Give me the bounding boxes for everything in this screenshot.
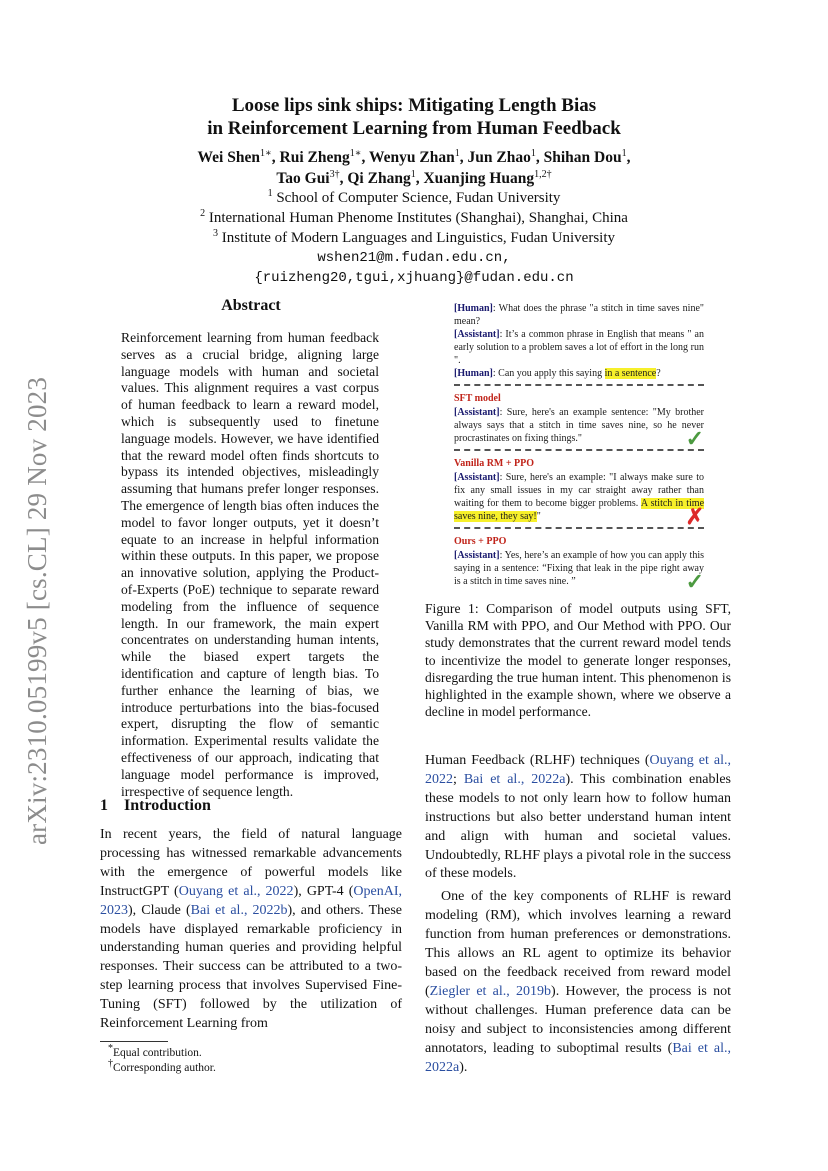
- author-line-2: [0, 168, 828, 189]
- author-name: Rui Zheng: [279, 149, 350, 166]
- intro-text: ), Claude (: [128, 902, 191, 918]
- email-line[interactable]: wshen21@m.fudan.edu.cn,: [317, 250, 511, 266]
- turn-text: : Yes, here’s an example of how you can apply this saying in a sentence: “Fixing that leak in the pipe right away is a stitch in time saves nine. ”: [454, 550, 704, 587]
- arxiv-side-stamp: arXiv:2310.05199v5 [cs.CL] 29 Nov 2023: [22, 376, 52, 845]
- affiliation-line: [0, 188, 828, 208]
- author-sup: 1: [621, 147, 627, 159]
- turn-text: : Can you apply this saying: [492, 368, 605, 379]
- sft-block: [454, 392, 704, 451]
- body-text: ;: [453, 771, 464, 787]
- author-list: [0, 147, 828, 189]
- model-title: Vanilla RM + PPO: [454, 458, 535, 469]
- assistant-turn: [454, 549, 704, 588]
- human-turn: [454, 302, 704, 328]
- author-name: Tao Gui: [276, 170, 330, 187]
- footnote-rule: [100, 1041, 168, 1042]
- affiliation-text: Institute of Modern Languages and Linguistics, Fudan University: [217, 230, 616, 246]
- turn-text: : It’s a common phrase in English that means " an early solution to a problem saves a lot of effort in the long run ".: [454, 329, 704, 366]
- dashed-divider: [454, 449, 704, 451]
- section-number: 1: [100, 797, 108, 814]
- body-text: One of the key components of RLHF is reward modeling (RM), which involves learning a reward function from human preferences or demonstrations. This allows an RL agent to optimize its behavior based on the feedback received from reward model (: [425, 889, 731, 999]
- intro-paragraph: [100, 826, 402, 1034]
- check-icon: ✓: [685, 426, 704, 451]
- affiliation-sup: 2: [200, 208, 206, 219]
- citation-link[interactable]: Bai et al., 2022b: [190, 902, 288, 918]
- author-sup: 1,2†: [534, 168, 552, 180]
- assistant-label: [Assistant]: [454, 407, 500, 418]
- turn-text: : Sure, here's an example sentence: "My brother always says that a stitch in time saves nine, so he never procrastinates on fixing things.": [454, 407, 704, 444]
- assistant-turn: [454, 406, 704, 445]
- turn-text: ": [536, 511, 541, 522]
- footnote-text: Corresponding author.: [113, 1062, 216, 1074]
- human-label: [Human]: [454, 368, 493, 379]
- body-text: ).: [459, 1059, 468, 1075]
- model-title: SFT model: [454, 393, 501, 404]
- paragraph: [425, 752, 731, 884]
- human-label: [Human]: [454, 303, 493, 314]
- affiliation-text: International Human Phenome Institutes (Shanghai), Shanghai, China: [205, 210, 628, 226]
- author-name: Shihan Dou: [543, 149, 622, 166]
- turn-text: ?: [656, 368, 661, 379]
- assistant-label: [Assistant]: [454, 329, 500, 340]
- author-sup: 1: [454, 147, 460, 159]
- author-sup: 1∗: [259, 147, 272, 159]
- author-name: Xuanjing Huang: [423, 170, 535, 187]
- footnote-mark: †: [108, 1058, 113, 1070]
- section-title: Introduction: [124, 797, 211, 814]
- author-sup: 1: [410, 168, 416, 180]
- citation-link[interactable]: Bai et al., 2022a: [463, 771, 566, 787]
- footnote-mark: *: [108, 1043, 113, 1055]
- human-turn: [454, 367, 704, 380]
- cross-icon: ✗: [685, 504, 704, 529]
- figure-1: [454, 302, 705, 594]
- affiliation-sup: 3: [212, 228, 218, 239]
- author-sup: 3†: [329, 168, 340, 180]
- footnote: [108, 1058, 216, 1076]
- model-title: Ours + PPO: [454, 536, 507, 547]
- section-heading: [100, 797, 211, 815]
- email-line[interactable]: {ruizheng20,tgui,xjhuang}@fudan.edu.cn: [254, 270, 574, 286]
- citation-link[interactable]: OpenAI, 2023: [100, 883, 403, 918]
- turn-text: : Sure, here's an example: "I always make sure to fix any small issues in my car straight away rather than waiting for them to become bigger problems.: [454, 472, 704, 509]
- footnote: [108, 1043, 216, 1061]
- footnote-text: Equal contribution.: [113, 1047, 202, 1059]
- dashed-divider: [454, 384, 704, 386]
- author-sup: 1: [530, 147, 536, 159]
- body-text: ). However, the process is not without challenges. Human preference data can be noisy and subject to inconsistencies among different annotators, leading to suboptimal results (: [425, 983, 731, 1056]
- turn-text: : What does the phrase "a stitch in time saves nine" mean?: [454, 303, 704, 327]
- intro-text: ), and others. These models have displayed remarkable proficiency in understanding human queries and providing helpful responses. Their success can be attributed to a two-step learning process that involves Supervised Fine-Tuning (SFT) followed by the utilization of Reinforcement Learning from: [100, 902, 403, 1032]
- affiliation-text: School of Computer Science, Fudan University: [272, 190, 561, 206]
- citation-link[interactable]: Ouyang et al., 2022: [178, 883, 294, 899]
- footnotes: [108, 1043, 216, 1076]
- intro-text: ), GPT-4 (: [293, 883, 354, 899]
- dashed-divider: [454, 527, 704, 529]
- author-name: Wei Shen: [197, 149, 260, 166]
- author-sep: ,: [459, 149, 468, 166]
- vanilla-block: [454, 457, 705, 529]
- title-line-2: in Reinforcement Learning from Human Feedback: [207, 118, 621, 139]
- author-sup: 1∗: [349, 147, 362, 159]
- author-line-1: [0, 147, 828, 168]
- author-name: Qi Zhang: [347, 170, 411, 187]
- abstract-heading: Abstract: [221, 297, 281, 314]
- author-sep: ,: [361, 149, 370, 166]
- right-column-text: [425, 752, 731, 1077]
- paragraph: [425, 888, 731, 1077]
- assistant-turn: [454, 471, 704, 523]
- body-text: Human Feedback (RLHF) techniques (: [425, 753, 650, 768]
- author-name: Jun Zhao: [467, 149, 531, 166]
- ours-block: [454, 535, 704, 594]
- author-sep: ,: [535, 149, 544, 166]
- citation-link[interactable]: Ouyang et al., 2022: [425, 753, 732, 787]
- paper-title: [0, 94, 828, 140]
- affiliations: [0, 188, 828, 288]
- dialogue-block: [454, 302, 704, 380]
- author-sep: ,: [626, 149, 631, 166]
- check-icon: ✓: [685, 569, 704, 594]
- citation-link[interactable]: Ziegler et al., 2019b: [429, 983, 552, 999]
- author-sep: ,: [271, 149, 280, 166]
- assistant-label: [Assistant]: [454, 472, 500, 483]
- highlighted-text: A stitch in time saves nine, they say!: [454, 498, 705, 522]
- abstract-text: Reinforcement learning from human feedback serves as a crucial bridge, aligning large language models with human and societal values. This alignment requires a vast corpus of human feedback to learn a reward model, which is subsequently used to finetune language models. However, we have identified that the reward model often finds shortcuts to bypass its intended objectives, misleadingly assuming that humans prefer longer responses. The emergence of length bias often induces the model to favor longer outputs, yet it doesn’t equate to an increase in helpful information within these outputs. In this paper, we propose an innovative solution, applying the Product-of-Experts (PoE) technique to separate reward modeling from the influence of sequence length. In our framework, the main expert concentrates on understanding human intents, while the biased expert targets the identification and capture of length bias. To further enhance the learning of bias, we introduce perturbations into the bias-focused expert, disrupting the flow of semantic information. Experimental results validate the effectiveness of our approach, indicating that language model performance is improved, irrespective of sequence length.: [121, 330, 379, 799]
- affiliation-line: [0, 208, 828, 228]
- body-text: ). This combination enables these models to not only learn how to follow human instructions but also better understand human intent and align with human and societal values. Undoubtedly, RLHF plays a pivotal role in the success of these models.: [425, 771, 732, 882]
- author-sep: ,: [339, 170, 348, 187]
- affiliation-sup: 1: [267, 188, 273, 199]
- assistant-label: [Assistant]: [454, 550, 500, 561]
- author-sep: ,: [415, 170, 424, 187]
- figure-caption: Figure 1: Comparison of model outputs using SFT, Vanilla RM with PPO, and Our Method with PPO. Our study demonstrates that the current reward model tends to incentivize the model to generate longer responses, disregarding the true human intent. This phenomenon is highlighted in the example shown, where we observe a decline in model performance.: [425, 601, 731, 720]
- assistant-turn: [454, 328, 704, 367]
- title-line-1: Loose lips sink ships: Mitigating Length Bias: [231, 95, 597, 116]
- author-name: Wenyu Zhan: [369, 149, 455, 166]
- citation-link[interactable]: Bai et al., 2022a: [425, 1040, 731, 1075]
- intro-text: In recent years, the field of natural language processing has witnessed remarkable advancements with the emergence of powerful models like InstructGPT (: [100, 827, 402, 899]
- affiliation-line: [0, 228, 828, 248]
- highlighted-text: in a sentence: [604, 368, 657, 379]
